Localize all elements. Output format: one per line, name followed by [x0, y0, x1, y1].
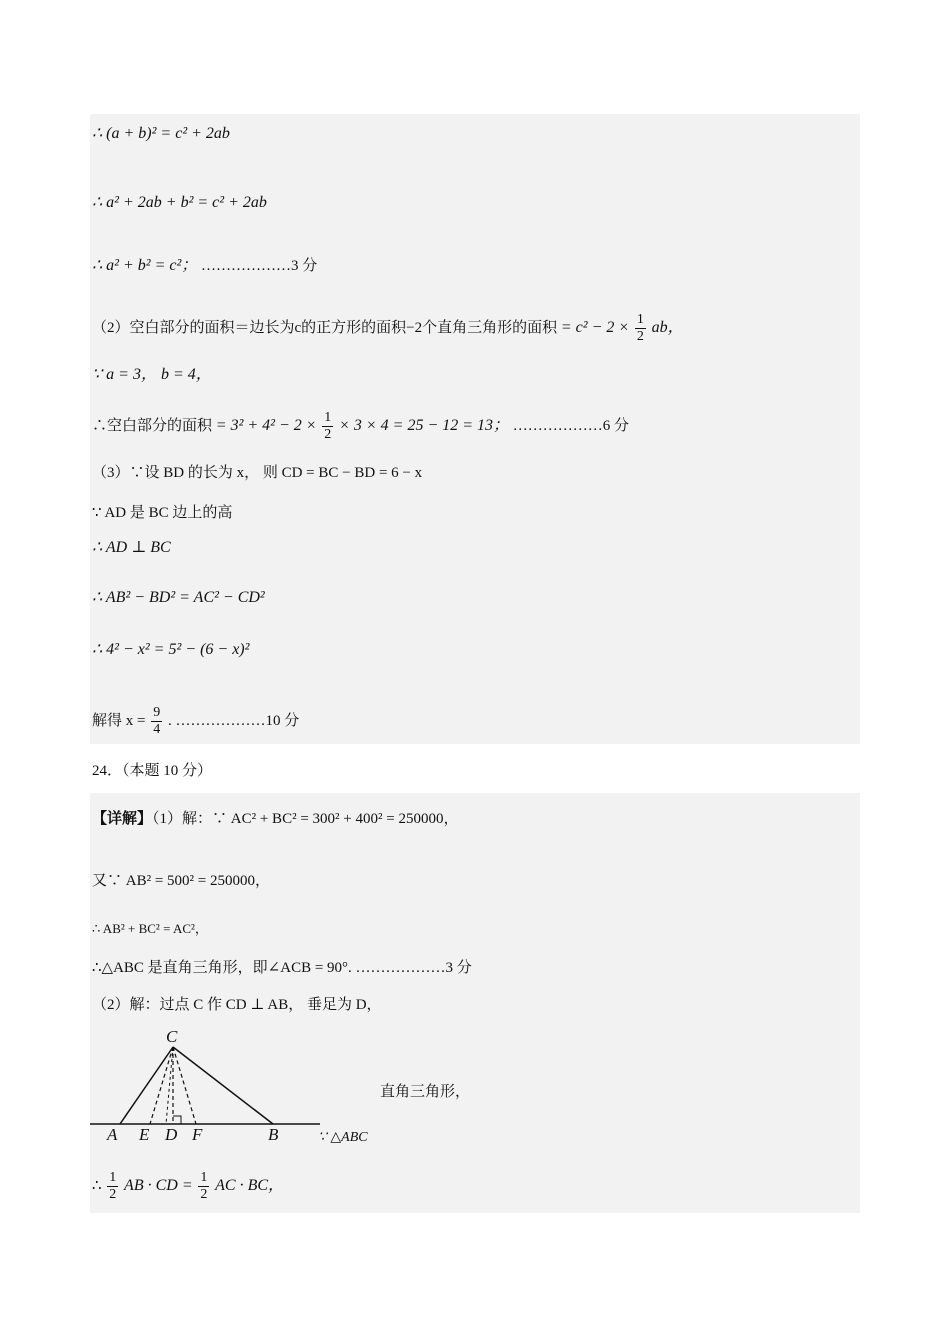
label-C: C — [166, 1027, 178, 1046]
eq-line-12-text: 解得 x = — [92, 712, 146, 729]
score-6: ………………6 分 — [512, 417, 630, 434]
q24-line-4 — [92, 958, 472, 978]
q24-line-6 — [92, 1170, 284, 1203]
label-B: B — [268, 1125, 279, 1144]
eq-line-4-tail: ab， — [651, 318, 684, 336]
q24-line-3: ∴ AB² + BC² = AC²， — [92, 921, 208, 936]
eq-line-10: ∴ AB² − BD² = AC² − CD² — [92, 589, 265, 606]
q24-line-2: 又∵ AB² = 500² = 250000， — [92, 873, 271, 889]
eq-line-6 — [92, 410, 629, 443]
eq-line-7: （3）∵设 BD 的长为 x， 则 CD = BC − BD = 6 − x — [92, 465, 423, 481]
fraction-nine-fourths: $\frac{9}{4}$ — [153, 705, 161, 737]
eq-line-9: ∴ AD ⊥ BC — [92, 539, 171, 556]
label-D: D — [165, 1125, 178, 1144]
score-10: . ………………10 分 — [167, 712, 300, 729]
eq-line-4-math: = c² − 2 × — [560, 318, 630, 336]
side-text-2: ∵ △ABC — [318, 1130, 368, 1145]
eq-line-4 — [92, 312, 684, 345]
eq-line-2: ∴ a² + 2ab + b² = c² + 2ab — [92, 194, 267, 211]
q24-line-5: （2）解：过点 C 作 CD ⊥ AB， 垂足为 D， — [92, 997, 382, 1013]
fraction-half: $\frac{1}{2}$ — [636, 312, 644, 344]
eq-line-6-math-b: × 3 × 4 = 25 − 12 = 13； — [339, 416, 510, 434]
label-A: A — [107, 1125, 118, 1144]
fraction-half-3: $\frac{1}{2}$ — [109, 1170, 117, 1202]
eq-line-12 — [92, 705, 299, 738]
eq-line-5: ∵ a = 3， b = 4， — [92, 366, 212, 383]
eq-line-3-math: ∴ a² + b² = c²； — [92, 257, 198, 274]
eq-line-3 — [92, 256, 317, 276]
fraction-half-2: $\frac{1}{2}$ — [324, 410, 332, 442]
therefore-symbol: ∴ — [92, 1177, 102, 1194]
question-24-heading: 24．（本题 10 分） — [92, 763, 213, 779]
triangle-diagram — [90, 1025, 350, 1145]
side-text-1: 直角三角形， — [380, 1084, 471, 1100]
label-E: E — [139, 1125, 150, 1144]
fraction-half-4: $\frac{1}{2}$ — [200, 1170, 208, 1202]
q24-line-6-tail: AC · BC， — [215, 1176, 285, 1194]
q24-line-6-mid: AB · CD = — [124, 1176, 193, 1194]
eq-line-6-text: ∴空白部分的面积 — [92, 417, 213, 434]
score-3b: ………………3 分 — [355, 960, 472, 976]
q24-line-1-text: （1）解：∵ AC² + BC² = 300² + 400² = 250000， — [152, 811, 459, 827]
label-F: F — [192, 1125, 203, 1144]
eq-line-11: ∴ 4² − x² = 5² − (6 − x)² — [92, 641, 250, 658]
q24-line-4-text: ∴△ABC 是直角三角形，即∠ACB = 90°. — [92, 960, 352, 976]
eq-line-1: ∴ (a + b)² = c² + 2ab — [92, 125, 230, 142]
detail-tag: 【详解】 — [92, 811, 153, 827]
score-3: ………………3 分 — [201, 258, 318, 274]
eq-line-6-math-a: = 3² + 4² − 2 × — [215, 416, 317, 434]
eq-line-4-text: （2）空白部分的面积＝边长为c的正方形的面积−2个直角三角形的面积 — [92, 319, 558, 336]
eq-line-8: ∵ AD 是 BC 边上的高 — [92, 505, 233, 521]
q24-line-1 — [92, 809, 458, 829]
